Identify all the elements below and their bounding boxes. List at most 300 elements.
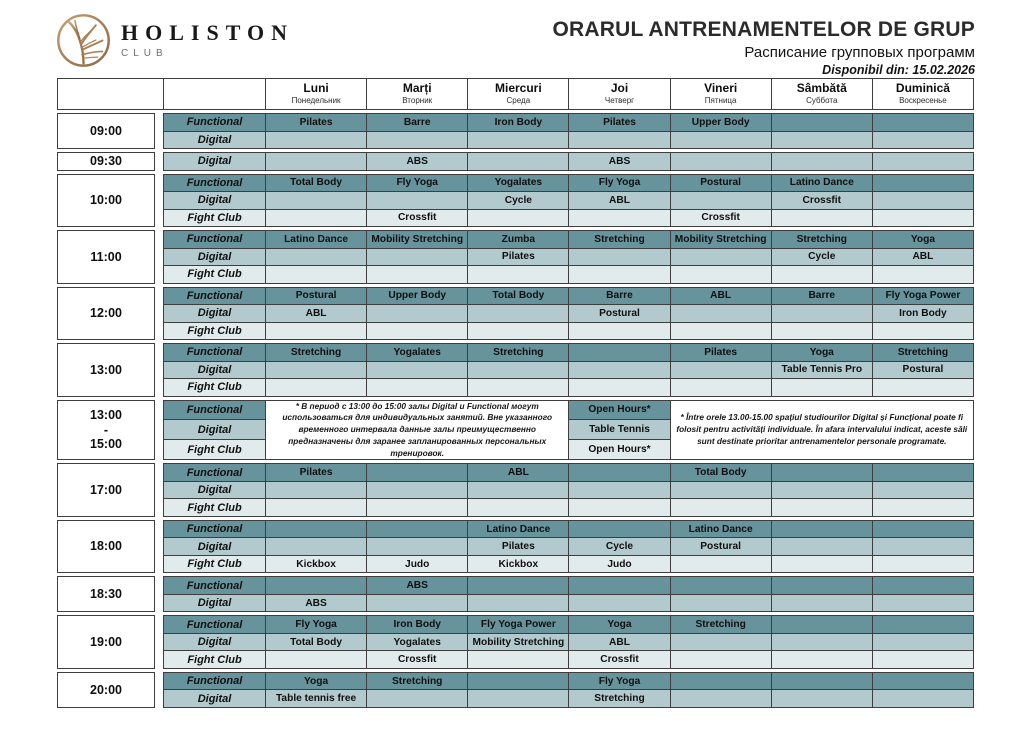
class-cell [367,379,468,397]
class-cell [771,520,872,538]
time-text: 11:00 [90,249,122,264]
class-cell [872,192,973,210]
class-cell [771,266,872,284]
class-cell [771,379,872,397]
class-cell [367,305,468,323]
room-label: Digital [164,305,266,323]
room-label: Digital [164,361,266,379]
day-name-ru: Среда [506,95,531,105]
time-label [57,463,155,517]
class-cell [367,322,468,340]
day-name-ro: Sâmbătă [796,81,847,96]
schedule-row [164,690,974,708]
class-cell [670,131,771,149]
time-label [57,113,155,149]
class-cell: Yoga [569,616,670,634]
class-cell: Total Body [266,633,367,651]
class-cell [266,651,367,669]
day-header [367,79,468,110]
class-cell [569,131,670,149]
class-cell: Mobility Stretching [367,231,468,249]
time-label [57,174,155,228]
class-cell: ABS [367,153,468,171]
room-label: Functional [164,174,266,192]
class-cell: Mobility Stretching [670,231,771,249]
class-cell [771,322,872,340]
corner-time-cell [58,79,164,110]
class-cell [670,672,771,690]
class-cell [569,344,670,362]
class-cell: Latino Dance [468,520,569,538]
class-cell [569,248,670,266]
class-cell [468,481,569,499]
class-cell [771,481,872,499]
class-cell [771,114,872,132]
class-cell [872,499,973,517]
time-block [57,152,974,171]
class-cell: Fly Yoga [569,672,670,690]
room-label: Fight Club [164,322,266,340]
time-label [57,287,155,341]
class-cell: Crossfit [367,651,468,669]
block-table [163,343,974,397]
day-name-ru: Понедельник [291,95,341,105]
class-cell: Mobility Stretching [468,633,569,651]
schedule-row [164,361,974,379]
class-cell: Crossfit [670,209,771,227]
class-cell [670,577,771,595]
time-label [57,400,155,461]
class-cell [670,266,771,284]
class-cell: Total Body [266,174,367,192]
room-label: Digital [164,248,266,266]
time-text: 15:00 [90,437,122,452]
schedule-row [164,248,974,266]
day-name-ro: Miercuri [495,81,542,96]
time-text: 09:00 [90,123,122,138]
schedule-row [164,305,974,323]
class-cell [468,499,569,517]
class-cell [872,322,973,340]
brand-text [121,22,294,59]
day-header [670,79,771,110]
class-cell [266,322,367,340]
class-cell: Crossfit [771,192,872,210]
room-label: Fight Club [164,440,266,460]
class-cell: Barre [367,114,468,132]
class-cell [367,481,468,499]
class-cell [266,248,367,266]
time-block [57,672,974,708]
class-cell: Judo [367,555,468,573]
schedule-row [164,379,974,397]
room-label: Functional [164,672,266,690]
class-cell [468,594,569,612]
class-cell [670,153,771,171]
class-cell [872,131,973,149]
block-table [163,520,974,574]
room-label: Functional [164,231,266,249]
class-cell: ABS [266,594,367,612]
day-name-ro: Vineri [704,81,738,96]
day-name-ro: Duminică [895,81,950,96]
time-text: 19:00 [90,634,122,649]
room-label: Functional [164,344,266,362]
block-table [163,174,974,228]
class-cell [468,322,569,340]
class-cell: Yoga [266,672,367,690]
time-label [57,343,155,397]
day-name-ru: Вторник [402,95,433,105]
class-cell [670,651,771,669]
corner-room-cell [164,79,266,110]
day-header [468,79,569,110]
room-label: Fight Club [164,209,266,227]
class-cell [266,131,367,149]
class-cell [266,192,367,210]
class-cell [872,538,973,556]
class-cell [569,594,670,612]
class-cell [468,361,569,379]
room-label: Fight Club [164,555,266,573]
time-text: 09:30 [90,154,122,169]
class-cell [569,481,670,499]
class-cell [468,651,569,669]
class-cell [468,131,569,149]
class-cell [771,577,872,595]
class-cell: Cycle [771,248,872,266]
class-cell: Table Tennis [569,420,670,440]
class-cell [569,577,670,595]
day-header [872,79,973,110]
class-cell [771,499,872,517]
class-cell [872,672,973,690]
class-cell [367,266,468,284]
time-block [57,287,974,341]
brand-sub: CLUB [121,48,168,59]
class-cell [367,520,468,538]
class-cell: Yoga [771,344,872,362]
class-cell: Open Hours* [569,400,670,420]
class-cell [670,481,771,499]
available-from-date: Disponibil din: 15.02.2026 [822,63,975,78]
class-cell [266,499,367,517]
schedule-row [164,344,974,362]
class-cell [367,131,468,149]
class-cell: Iron Body [468,114,569,132]
class-cell: Stretching [266,344,367,362]
class-cell [872,651,973,669]
class-cell [872,616,973,634]
block-table [163,113,974,149]
page-header [55,8,975,77]
class-cell [266,266,367,284]
class-cell [872,379,973,397]
class-cell [872,690,973,708]
class-cell: ABL [569,192,670,210]
class-cell [468,209,569,227]
room-label: Fight Club [164,266,266,284]
time-block [57,113,974,149]
block-table [163,287,974,341]
schedule-row [164,633,974,651]
class-cell: Upper Body [367,287,468,305]
class-cell [771,672,872,690]
room-label: Functional [164,577,266,595]
time-label [57,230,155,284]
class-cell [771,690,872,708]
schedule-row [164,174,974,192]
class-cell: Table tennis free [266,690,367,708]
block-table [163,152,974,171]
schedule-row [164,520,974,538]
room-label: Functional [164,287,266,305]
class-cell [569,499,670,517]
class-cell: Postural [670,174,771,192]
class-cell [670,305,771,323]
class-cell: Postural [670,538,771,556]
day-header [569,79,670,110]
days-header [58,79,974,110]
block-table [163,230,974,284]
class-cell: Yogalates [367,344,468,362]
brand-name: HOLISTON [121,20,294,45]
class-cell [266,520,367,538]
class-cell: Kickbox [468,555,569,573]
class-cell: Pilates [468,248,569,266]
schedule-row [164,287,974,305]
class-cell [771,464,872,482]
class-cell [872,174,973,192]
class-cell [670,379,771,397]
page-title: ORARUL ANTRENAMENTELOR DE GRUP [552,18,975,41]
class-cell [367,538,468,556]
time-text: 12:00 [90,306,122,321]
schedule-row [164,577,974,595]
room-label: Functional [164,616,266,634]
room-label: Functional [164,400,266,420]
room-label: Digital [164,192,266,210]
page-subtitle: Расписание групповых программ [744,44,975,62]
class-cell [771,153,872,171]
class-cell [771,131,872,149]
class-cell: ABL [468,464,569,482]
class-cell: ABS [367,577,468,595]
class-cell [670,499,771,517]
schedule-row [164,481,974,499]
time-block [57,576,974,612]
time-text: 13:00 [90,408,122,423]
class-cell [468,379,569,397]
block-table [163,615,974,669]
class-cell [670,322,771,340]
schedule-table [57,78,974,708]
schedule-row [164,114,974,132]
class-cell [266,153,367,171]
class-cell [266,379,367,397]
schedule-row [164,555,974,573]
class-cell [468,153,569,171]
schedule-row [164,616,974,634]
class-cell: Postural [872,361,973,379]
class-cell: Fly Yoga [266,616,367,634]
schedule-row [164,651,974,669]
class-cell: Barre [771,287,872,305]
class-cell [367,690,468,708]
day-name-ru: Пятница [704,95,737,105]
brand-logo [55,12,294,69]
time-text: - [103,422,109,437]
class-cell [670,594,771,612]
schedule-row [164,464,974,482]
class-cell: ABL [670,287,771,305]
class-cell: Yogalates [468,174,569,192]
time-block [57,174,974,228]
class-cell [468,577,569,595]
class-cell [872,594,973,612]
class-cell [569,266,670,284]
schedule-row [164,131,974,149]
class-cell: Latino Dance [266,231,367,249]
class-cell: Postural [569,305,670,323]
time-text: 18:30 [90,587,122,602]
class-cell [367,248,468,266]
class-cell [771,594,872,612]
class-cell [266,481,367,499]
block-table [163,463,974,517]
class-cell [872,633,973,651]
title-block [552,18,975,77]
class-cell: Zumba [468,231,569,249]
class-cell [670,192,771,210]
class-cell [468,266,569,284]
class-cell: Stretching [670,616,771,634]
class-cell [468,690,569,708]
class-cell: Open Hours* [569,440,670,460]
time-block [57,520,974,574]
day-name-ro: Joi [610,81,629,96]
class-cell [266,361,367,379]
day-header [771,79,872,110]
class-cell [569,520,670,538]
class-cell [872,555,973,573]
time-block [57,400,974,461]
class-cell: Crossfit [569,651,670,669]
class-cell [569,361,670,379]
class-cell [872,577,973,595]
class-cell: Latino Dance [670,520,771,538]
day-name-ru: Воскресенье [899,95,947,105]
class-cell [872,114,973,132]
tree-logo-icon [55,12,112,69]
class-cell [872,153,973,171]
class-cell: ABL [569,633,670,651]
class-cell [266,209,367,227]
time-text: 20:00 [90,682,122,697]
time-label [57,615,155,669]
time-text: 18:00 [90,539,122,554]
schedule-row [164,594,974,612]
class-cell: Yoga [872,231,973,249]
class-cell: Iron Body [367,616,468,634]
class-cell [670,248,771,266]
class-cell [670,555,771,573]
schedule-row [164,231,974,249]
class-cell [569,464,670,482]
block-table [163,672,974,708]
class-cell: Fly Yoga Power [468,616,569,634]
class-cell: Upper Body [670,114,771,132]
class-cell: ABL [872,248,973,266]
schedule-row [164,672,974,690]
room-label: Digital [164,538,266,556]
class-cell: Cycle [468,192,569,210]
class-cell: Pilates [468,538,569,556]
class-cell [569,379,670,397]
class-cell: ABS [569,153,670,171]
class-cell [569,209,670,227]
class-cell: Fly Yoga [367,174,468,192]
room-label: Digital [164,131,266,149]
schedule-row [164,209,974,227]
class-cell: Iron Body [872,305,973,323]
class-cell [872,464,973,482]
room-label: Fight Club [164,379,266,397]
schedule-row [164,538,974,556]
class-cell [367,499,468,517]
class-cell [771,633,872,651]
room-label: Digital [164,594,266,612]
room-label: Digital [164,153,266,171]
room-label: Fight Club [164,499,266,517]
time-block [57,463,974,517]
room-label: Digital [164,633,266,651]
day-name-ru: Суббота [806,95,838,105]
class-cell [367,464,468,482]
time-block [57,343,974,397]
block-table [163,400,974,461]
day-name-ro: Luni [303,81,329,96]
block-table [163,576,974,612]
class-cell [468,305,569,323]
class-cell [367,361,468,379]
class-cell [771,555,872,573]
class-cell [771,616,872,634]
class-cell: Cycle [569,538,670,556]
room-label: Digital [164,481,266,499]
class-cell [872,520,973,538]
class-cell: Latino Dance [771,174,872,192]
class-cell: Fly Yoga [569,174,670,192]
time-label [57,576,155,612]
room-label: Functional [164,114,266,132]
class-cell: Stretching [569,231,670,249]
class-cell: Yogalates [367,633,468,651]
class-cell: Pilates [670,344,771,362]
class-cell: Pilates [569,114,670,132]
time-text: 17:00 [90,482,122,497]
class-cell [872,266,973,284]
class-cell: Stretching [468,344,569,362]
class-cell [670,361,771,379]
class-cell: Stretching [771,231,872,249]
schedule-row [164,266,974,284]
day-name-ro: Marți [402,81,432,96]
class-cell [771,305,872,323]
class-cell: Pilates [266,464,367,482]
class-cell [771,209,872,227]
class-cell [266,577,367,595]
